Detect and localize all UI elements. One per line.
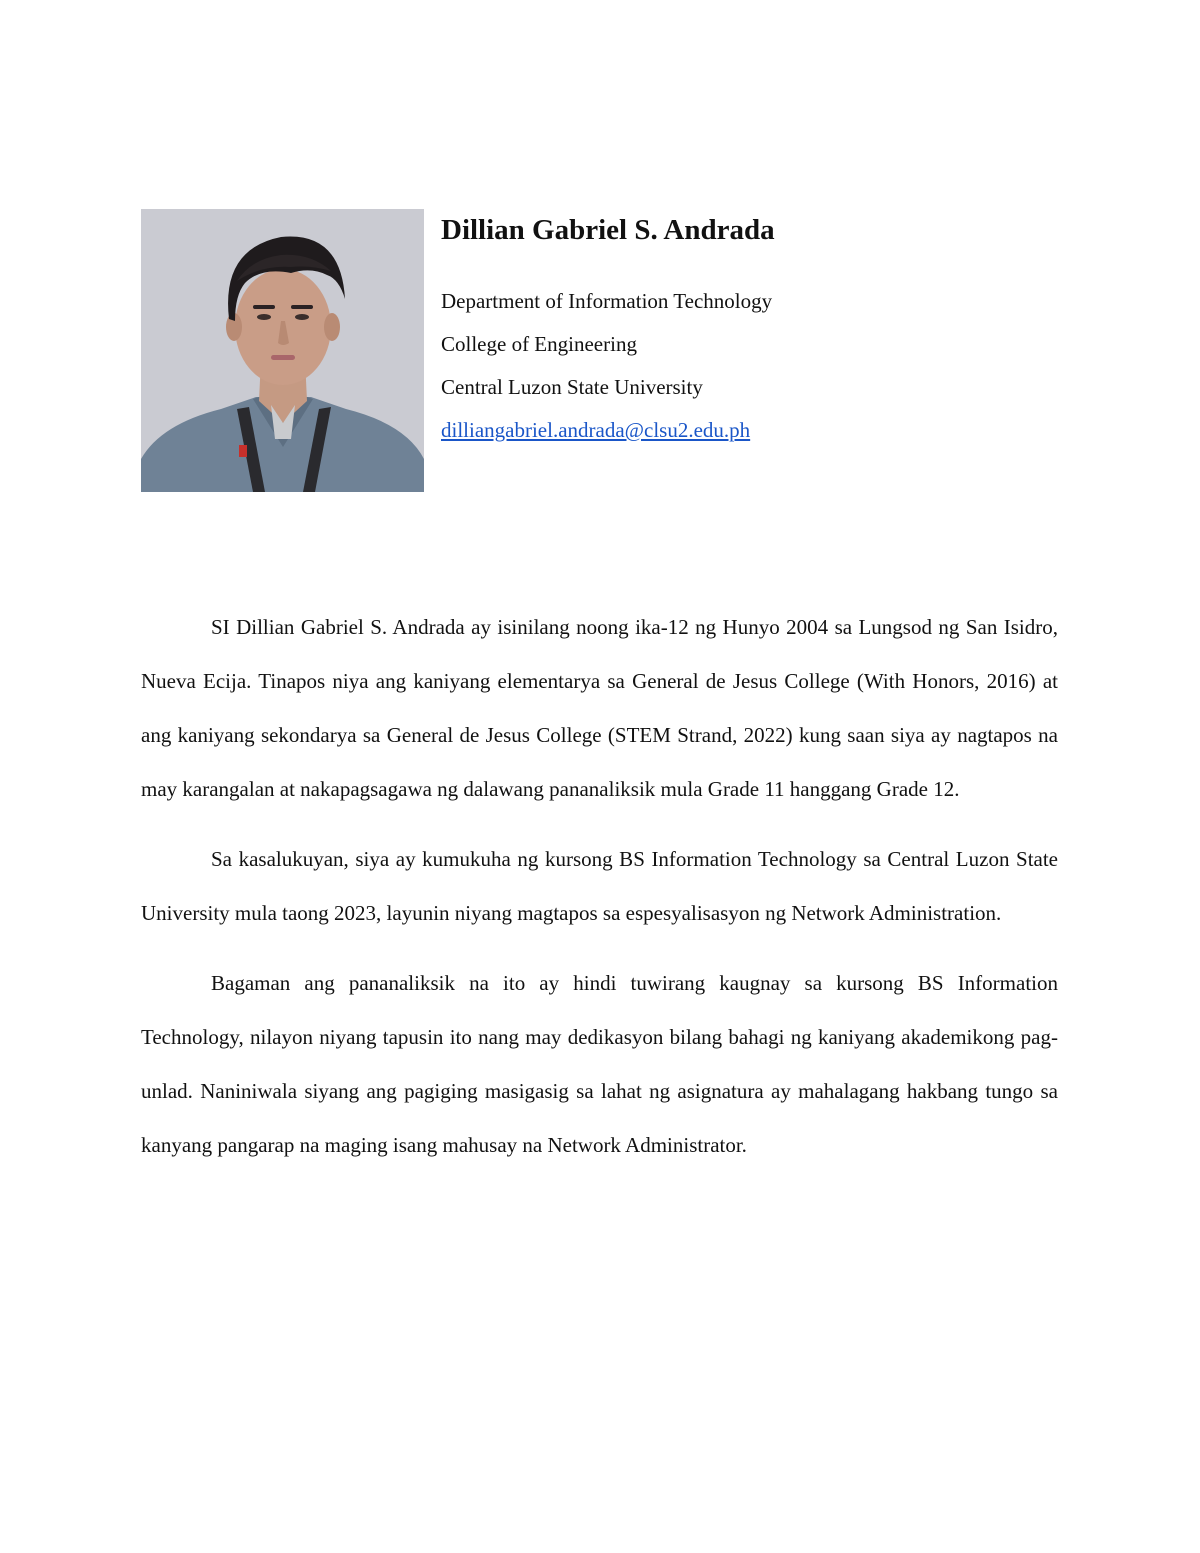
bio-paragraph-2: Sa kasalukuyan, siya ay kumukuha ng kursong BS Information Technology sa Central Luzon State University mula taong 2023, layunin niyang magtapos sa espesyalisasyon ng Network Administration. [141,847,1058,925]
person-name: Dillian Gabriel S. Andrada [441,214,775,246]
affiliation-block [441,280,1101,452]
profile-photo [141,209,424,492]
email-line [441,409,1101,452]
biography [141,600,1058,1188]
university-line: Central Luzon State University [441,375,703,399]
department-line: Department of Information Technology [441,289,773,313]
email-link[interactable]: dilliangabriel.andrada@clsu2.edu.ph [441,418,751,442]
portrait-image [141,209,424,492]
bio-paragraph-1: SI Dillian Gabriel S. Andrada ay isinilang noong ika-12 ng Hunyo 2004 sa Lungsod ng San Isidro, Nueva Ecija. Tinapos niya ang kaniyang elementarya sa General de Jesus College (With Honors, 2016) at ang kaniyang sekondarya sa General de Jesus College (STEM Strand, 2022) kung saan siya ay nagtapos na may karangalan at nakapagsagawa ng dalawang pananaliksik mula Grade 11 hanggang Grade 12. [141,615,1058,801]
college-line: College of Engineering [441,332,637,356]
bio-paragraph-3: Bagaman ang pananaliksik na ito ay hindi tuwirang kaugnay sa kursong BS Information Technology, nilayon niyang tapusin ito nang may dedikasyon bilang bahagi ng kaniyang akademikong pag-unlad. Naniniwala siyang ang pagiging masigasig sa lahat ng asignatura ay mahalagang hakbang tungo sa kanyang pangarap na maging isang mahusay na Network Administrator. [141,971,1058,1157]
profile-info [441,209,1101,452]
